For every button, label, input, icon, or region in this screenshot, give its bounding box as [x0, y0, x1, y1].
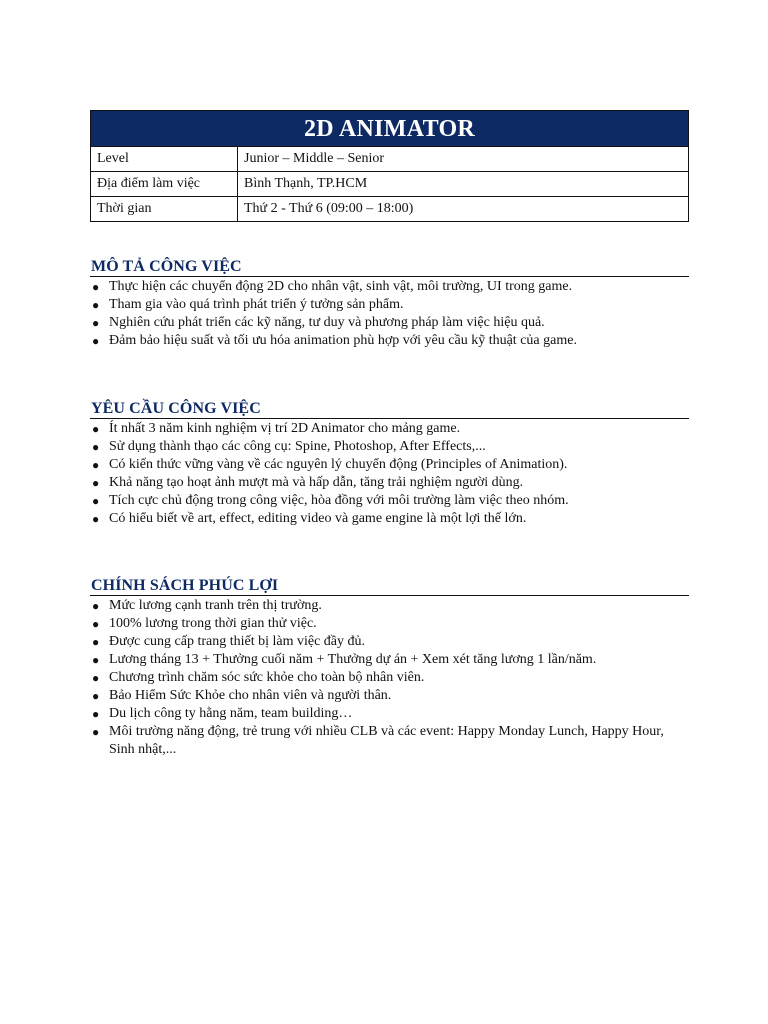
bullet-icon: ● [92, 422, 100, 436]
section-job-requirements [90, 400, 689, 528]
bullet-icon: ● [92, 635, 100, 649]
list-item: ● Môi trường năng động, trẻ trung với nhiều CLB và các event: Happy Monday Lunch, Happy Hour, Sinh nhật,... [92, 724, 664, 757]
info-row-level [91, 147, 689, 172]
bullet-icon: ● [92, 599, 100, 613]
list-item: ● Đảm bảo hiệu suất và tối ưu hóa animation phù hợp với yêu cầu kỹ thuật của game. [92, 333, 577, 348]
info-value-time: Thứ 2 - Thứ 6 (09:00 – 18:00) [238, 197, 689, 222]
list-item: ● Ít nhất 3 năm kinh nghiệm vị trí 2D Animator cho mảng game. [92, 421, 461, 436]
list-item: ● Sử dụng thành thạo các công cụ: Spine, Photoshop, After Effects,... [92, 439, 486, 454]
job-title-row [91, 111, 689, 147]
list-item: ● Được cung cấp trang thiết bị làm việc đầy đủ. [92, 634, 366, 649]
list-item: ● Lương tháng 13 + Thưởng cuối năm + Thưởng dự án + Xem xét tăng lương 1 lần/năm. [92, 652, 597, 667]
info-value-level: Junior – Middle – Senior [238, 147, 689, 172]
bullet-icon: ● [92, 707, 100, 721]
info-value-location: Bình Thạnh, TP.HCM [238, 172, 689, 197]
info-row-time [91, 197, 689, 222]
bullet-icon: ● [92, 725, 100, 739]
list-item: ● Chương trình chăm sóc sức khỏe cho toàn bộ nhân viên. [92, 670, 425, 685]
job-description-list [90, 278, 689, 350]
list-item: ● Có hiểu biết về art, effect, editing video và game engine là một lợi thế lớn. [92, 511, 527, 526]
bullet-icon: ● [92, 653, 100, 667]
list-item: ● Có kiến thức vững vàng về các nguyên lý chuyển động (Principles of Animation). [92, 457, 568, 472]
section-title-benefits: CHÍNH SÁCH PHÚC LỢI [90, 577, 689, 596]
list-item: ● Tham gia vào quá trình phát triển ý tưởng sản phẩm. [92, 297, 404, 312]
list-item: ● 100% lương trong thời gian thử việc. [92, 616, 317, 631]
section-title-job-description: MÔ TẢ CÔNG VIỆC [90, 258, 689, 277]
list-item: ● Nghiên cứu phát triển các kỹ năng, tư duy và phương pháp làm việc hiệu quả. [92, 315, 545, 330]
list-item: ● Bảo Hiểm Sức Khỏe cho nhân viên và người thân. [92, 688, 392, 703]
section-benefits [90, 577, 689, 759]
bullet-icon: ● [92, 671, 100, 685]
bullet-icon: ● [92, 280, 100, 294]
list-item: ● Khả năng tạo hoạt ảnh mượt mà và hấp dẫn, tăng trải nghiệm người dùng. [92, 475, 524, 490]
bullet-icon: ● [92, 512, 100, 526]
benefits-list [90, 597, 689, 759]
section-job-description [90, 258, 689, 350]
list-item: ● Thực hiện các chuyển động 2D cho nhân vật, sinh vật, môi trường, UI trong game. [92, 279, 573, 294]
job-posting [90, 110, 689, 757]
section-title-job-requirements: YÊU CẦU CÔNG VIỆC [90, 400, 689, 419]
bullet-icon: ● [92, 458, 100, 472]
info-label-location: Địa điểm làm việc [91, 172, 238, 197]
job-title: 2D ANIMATOR [91, 111, 689, 147]
bullet-icon: ● [92, 316, 100, 330]
bullet-icon: ● [92, 476, 100, 490]
info-label-time: Thời gian [91, 197, 238, 222]
bullet-icon: ● [92, 617, 100, 631]
list-item: ● Du lịch công ty hằng năm, team building… [92, 706, 353, 721]
bullet-icon: ● [92, 440, 100, 454]
bullet-icon: ● [92, 494, 100, 508]
job-requirements-list [90, 420, 689, 528]
list-item: ● Tích cực chủ động trong công việc, hòa đồng với môi trường làm việc theo nhóm. [92, 493, 569, 508]
bullet-icon: ● [92, 298, 100, 312]
info-row-location [91, 172, 689, 197]
bullet-icon: ● [92, 689, 100, 703]
list-item: ● Mức lương cạnh tranh trên thị trường. [92, 598, 322, 613]
bullet-icon: ● [92, 334, 100, 348]
job-info-table [90, 110, 689, 222]
info-label-level: Level [91, 147, 238, 172]
